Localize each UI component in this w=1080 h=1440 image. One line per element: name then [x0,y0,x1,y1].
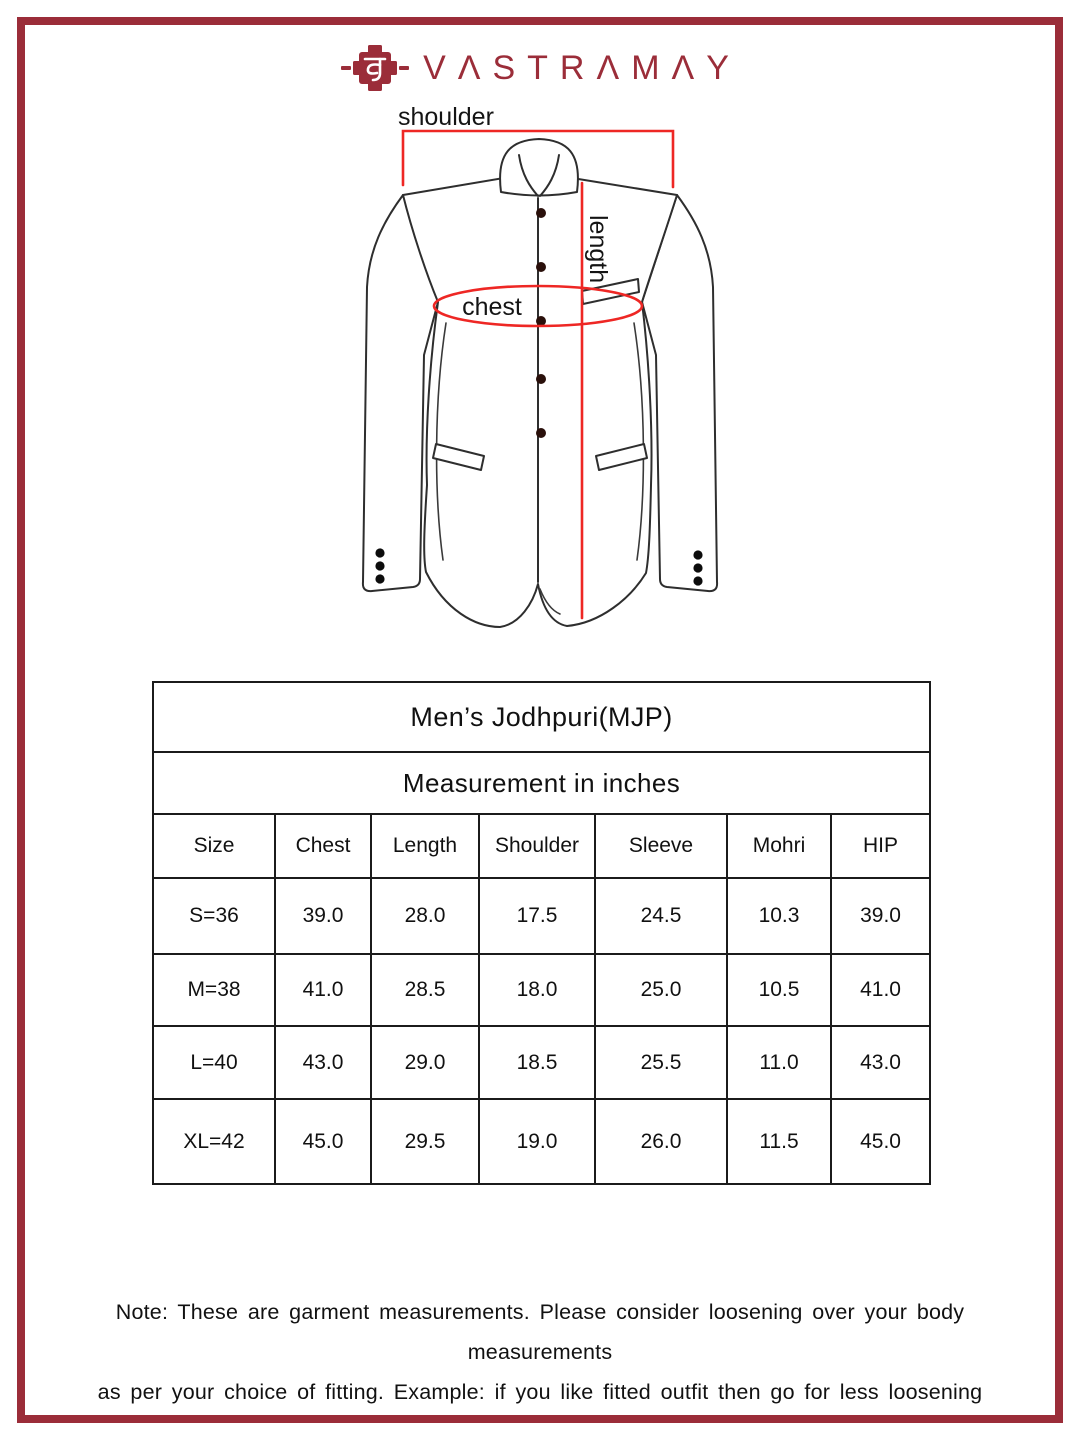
column-header-sleeve: Sleeve [595,814,727,878]
table-subtitle: Measurement in inches [153,752,930,814]
table-title-row [153,682,930,752]
value-cell: 17.5 [479,878,595,954]
length-label: length [584,215,612,284]
column-header-chest: Chest [275,814,371,878]
chest-label: chest [462,293,522,321]
value-cell: 43.0 [831,1026,930,1099]
brand-logo-icon [339,40,411,96]
note-text [40,1292,1040,1412]
size-cell: M=38 [153,954,275,1026]
value-cell: 19.0 [479,1099,595,1184]
value-cell: 41.0 [831,954,930,1026]
column-header-length: Length [371,814,479,878]
brand-name: VΛSTRΛMΛY [423,48,741,87]
value-cell: 29.0 [371,1026,479,1099]
table-header-row [153,814,930,878]
jacket-collar [500,139,578,196]
table-row-s [153,878,930,954]
value-cell: 18.0 [479,954,595,1026]
value-cell: 29.5 [371,1099,479,1184]
brand-logo [0,40,1080,96]
column-header-mohri: Mohri [727,814,831,878]
size-chart-table [152,681,931,1185]
value-cell: 24.5 [595,878,727,954]
table-title: Men’s Jodhpuri(MJP) [153,682,930,752]
value-cell: 25.0 [595,954,727,1026]
cuff-buttons-left [375,548,384,583]
note-line-2: as per your choice of fitting. Example: if you like fitted outfit then go for less loosening [97,1380,983,1404]
column-header-shoulder: Shoulder [479,814,595,878]
note-line-1: Note: These are garment measurements. Please consider loosening over your body measurements [115,1300,965,1364]
value-cell: 45.0 [831,1099,930,1184]
value-cell: 11.5 [727,1099,831,1184]
value-cell: 39.0 [831,878,930,954]
value-cell: 43.0 [275,1026,371,1099]
size-cell: L=40 [153,1026,275,1099]
size-cell: XL=42 [153,1099,275,1184]
value-cell: 26.0 [595,1099,727,1184]
cuff-buttons-right [693,550,702,585]
size-cell: S=36 [153,878,275,954]
value-cell: 25.5 [595,1026,727,1099]
table-row-m [153,954,930,1026]
value-cell: 10.3 [727,878,831,954]
table-row-xl [153,1099,930,1184]
value-cell: 41.0 [275,954,371,1026]
value-cell: 10.5 [727,954,831,1026]
jacket-body [403,177,677,627]
table-subtitle-row [153,752,930,814]
value-cell: 45.0 [275,1099,371,1184]
value-cell: 28.5 [371,954,479,1026]
column-header-size: Size [153,814,275,878]
value-cell: 28.0 [371,878,479,954]
column-header-hip: HIP [831,814,930,878]
table-row-l [153,1026,930,1099]
shoulder-label: shoulder [398,103,494,131]
value-cell: 18.5 [479,1026,595,1099]
jacket-measurement-diagram [350,95,730,675]
value-cell: 39.0 [275,878,371,954]
value-cell: 11.0 [727,1026,831,1099]
